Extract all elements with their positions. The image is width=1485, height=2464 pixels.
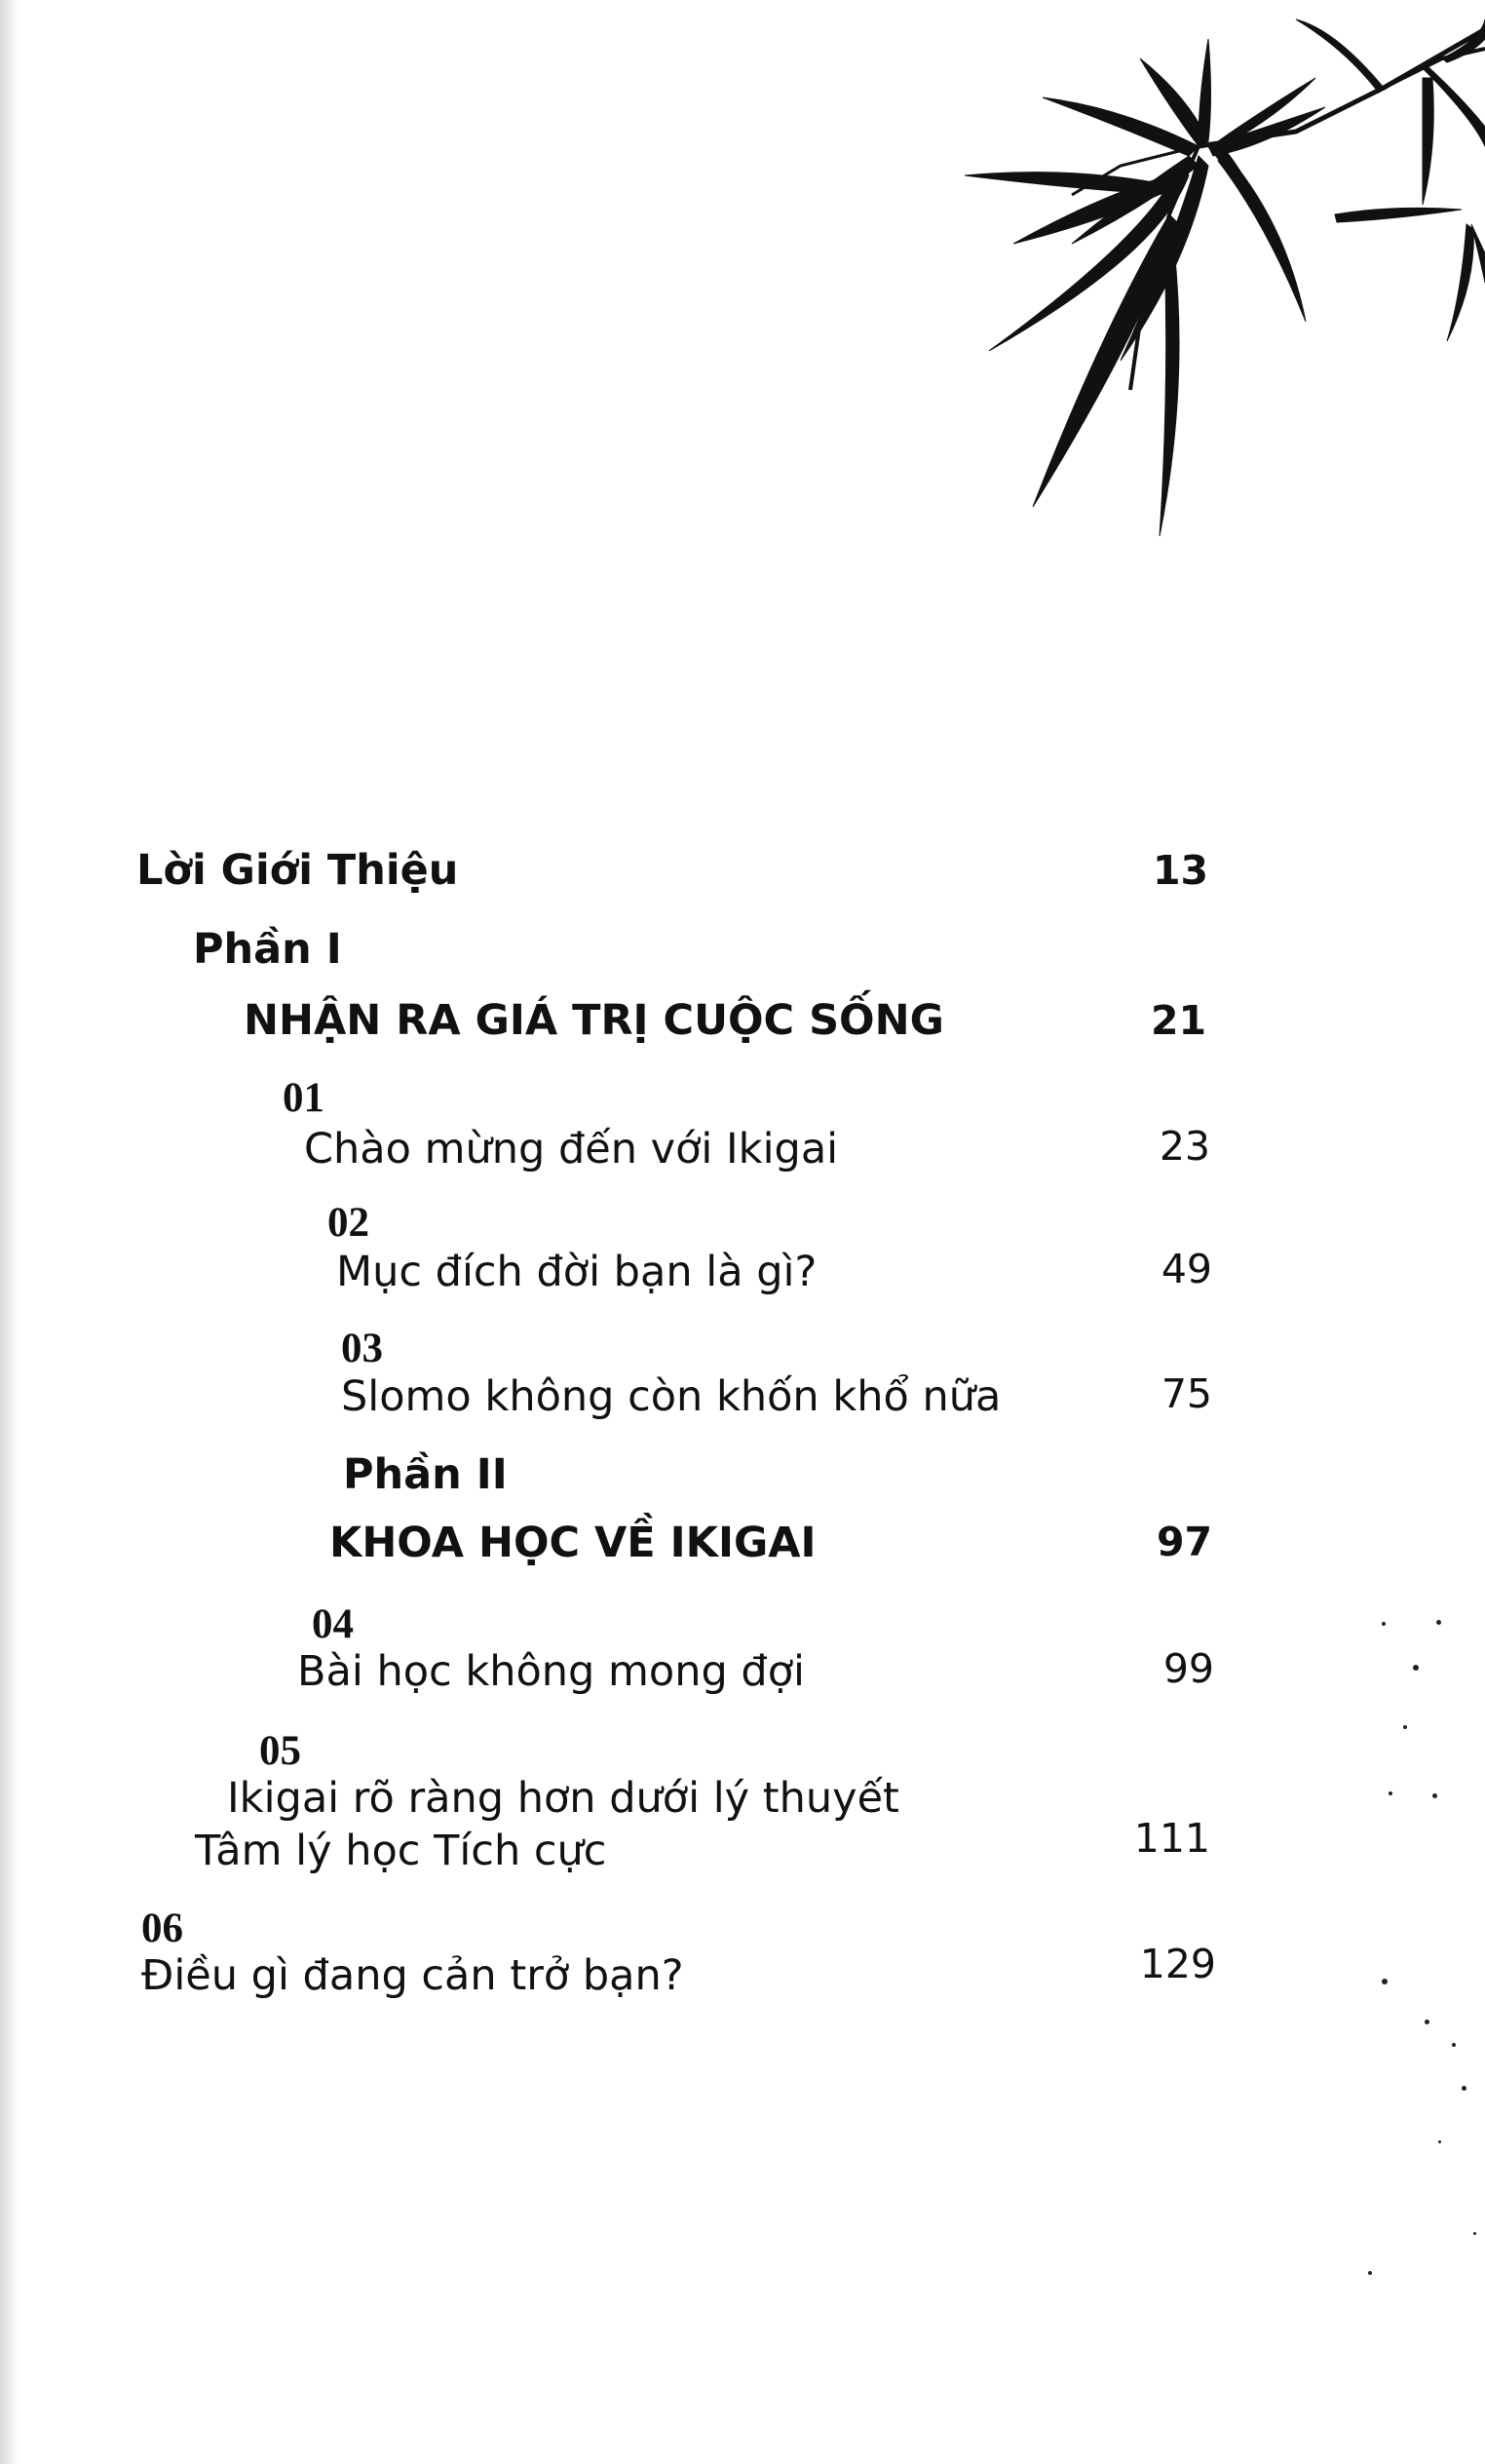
toc-ch04-number: 04 <box>312 1601 354 1647</box>
toc-part1-page: 21 <box>1150 997 1206 1044</box>
ink-speck <box>1462 2086 1466 2091</box>
ink-speck <box>1473 2232 1476 2235</box>
toc-part2-label: Phần II <box>343 1450 508 1499</box>
toc-ch06-title: Điều gì đang cản trở bạn? <box>141 1951 684 2000</box>
toc-part2-title: KHOA HỌC VỀ IKIGAI <box>329 1519 817 1567</box>
toc-ch06-number: 06 <box>141 1906 183 1951</box>
toc-ch01-number: 01 <box>283 1075 324 1121</box>
ink-speck <box>1382 1622 1386 1626</box>
toc-ch05-page: 111 <box>1133 1815 1210 1862</box>
toc-ch04-title: Bài học không mong đợi <box>297 1647 805 1696</box>
ink-speck <box>1432 1793 1437 1798</box>
ink-speck <box>1436 1620 1441 1625</box>
toc-ch02-title: Mục đích đời bạn là gì? <box>336 1248 818 1296</box>
ink-speck <box>1403 1725 1407 1729</box>
ink-speck <box>1413 1665 1419 1671</box>
ink-speck <box>1425 2020 1429 2024</box>
ink-speck <box>1382 1979 1388 1984</box>
page-edge-shadow <box>0 0 21 2464</box>
toc-ch05-title-line2: Tâm lý học Tích cực <box>195 1827 607 1875</box>
toc-ch02-page: 49 <box>1161 1246 1212 1292</box>
ink-speck <box>1368 2271 1372 2275</box>
toc-ch01-title: Chào mừng đến với Ikigai <box>304 1125 839 1174</box>
toc-ch05-number: 05 <box>259 1728 301 1774</box>
toc-ch01-page: 23 <box>1159 1123 1210 1170</box>
ink-speck <box>1452 2043 1456 2047</box>
bamboo-branch-illustration <box>877 0 1485 565</box>
toc-ch03-number: 03 <box>341 1326 383 1371</box>
toc-ch05-title-line1: Ikigai rõ ràng hơn dưới lý thuyết <box>227 1774 899 1823</box>
toc-ch06-page: 129 <box>1139 1941 1216 1987</box>
toc-intro-title: Lời Giới Thiệu <box>136 846 459 895</box>
toc-ch04-page: 99 <box>1162 1645 1214 1692</box>
toc-ch03-page: 75 <box>1161 1370 1212 1417</box>
toc-part1-label: Phần I <box>193 925 342 974</box>
toc-ch02-number: 02 <box>327 1200 369 1246</box>
toc-intro-page: 13 <box>1152 847 1208 894</box>
ink-speck <box>1389 1791 1392 1795</box>
toc-part1-title: NHẬN RA GIÁ TRỊ CUỘC SỐNG <box>244 996 944 1045</box>
toc-part2-page: 97 <box>1156 1519 1212 1565</box>
toc-ch03-title: Slomo không còn khốn khổ nữa <box>341 1372 1002 1421</box>
ink-speck <box>1438 2140 1441 2143</box>
